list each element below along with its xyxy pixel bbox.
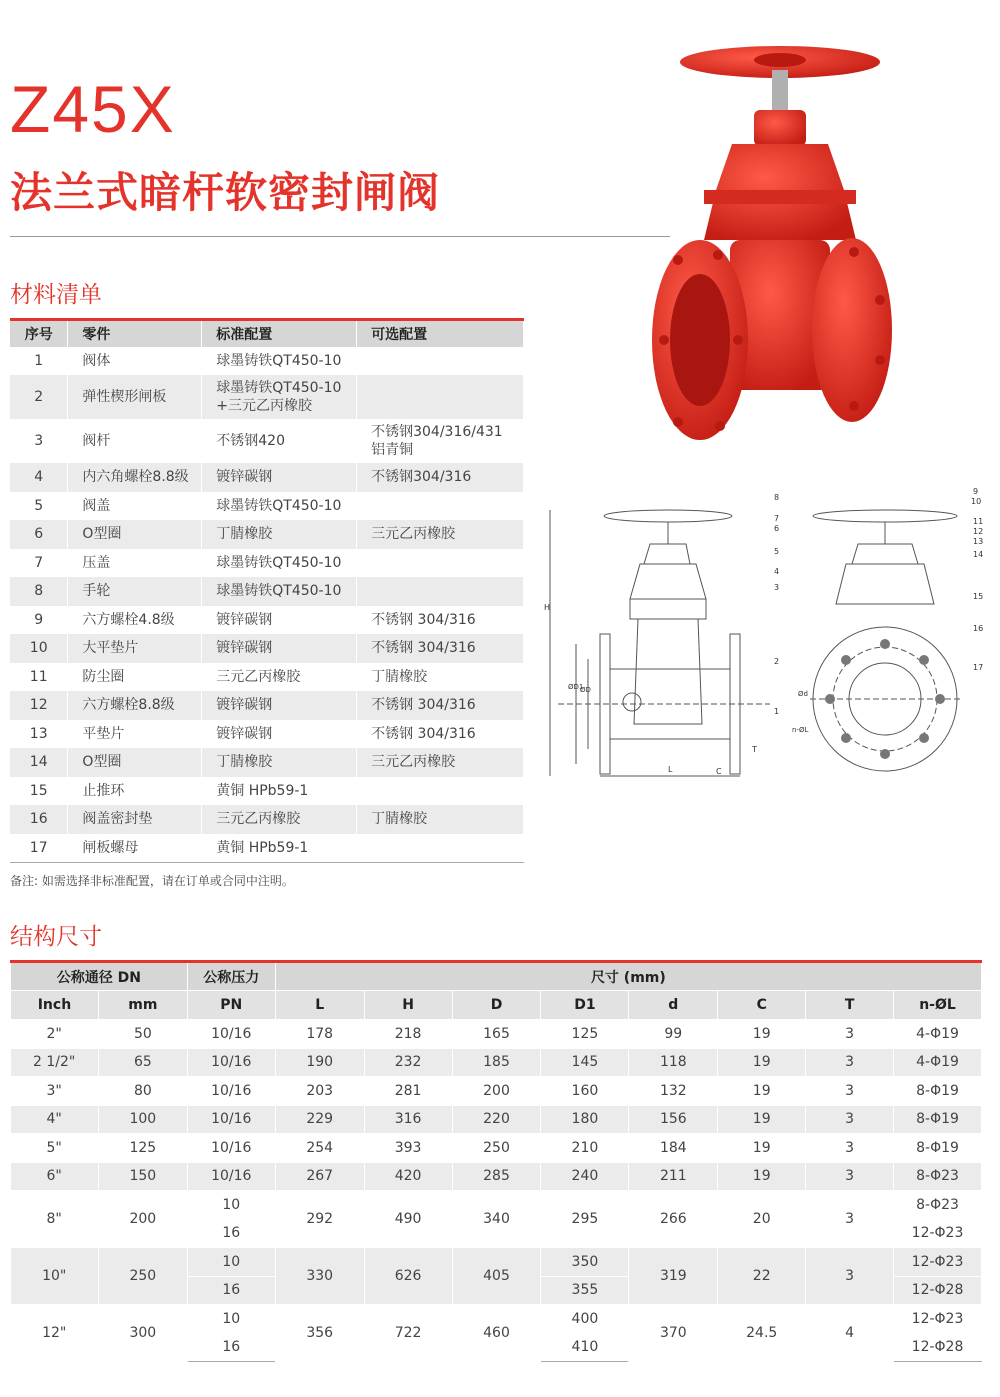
material-index: 7: [10, 549, 68, 578]
subheader-cell: PN: [187, 991, 275, 1020]
dimension-cell: 118: [629, 1048, 718, 1077]
dimension-cell: 12-Φ28: [894, 1333, 982, 1362]
dimension-cell: 132: [629, 1077, 718, 1106]
material-row: [10, 520, 524, 549]
material-row: [10, 375, 524, 419]
dimension-cell: 266: [629, 1191, 718, 1248]
gate-valve-illustration: [640, 40, 900, 460]
col-header-index: 序号: [10, 320, 68, 347]
material-row: [10, 834, 524, 863]
material-standard: 镀锌碳钢: [202, 720, 357, 749]
dimensions-title: 结构尺寸: [10, 924, 102, 950]
material-index: 17: [10, 834, 68, 863]
material-index: 11: [10, 663, 68, 692]
dimension-cell: 10/16: [187, 1134, 275, 1163]
subheader-cell: C: [718, 991, 806, 1020]
dimension-cell: 4-Φ19: [894, 1048, 982, 1077]
dimension-cell: 356: [275, 1305, 364, 1362]
material-row: [10, 805, 524, 834]
dimension-cell: 22: [718, 1248, 806, 1305]
dimension-cell: 200: [98, 1191, 187, 1248]
material-row: [10, 663, 524, 692]
dimension-cell: 229: [275, 1105, 364, 1134]
dimension-cell: 50: [98, 1020, 187, 1049]
header-dn: 公称通径 DN: [11, 962, 188, 991]
dimension-cell: 300: [98, 1305, 187, 1362]
dimension-cell: 4": [11, 1105, 99, 1134]
dimension-cell: 3: [806, 1048, 894, 1077]
material-standard: 镀锌碳钢: [202, 634, 357, 663]
subheader-cell: mm: [98, 991, 187, 1020]
material-optional: [357, 492, 524, 521]
dimension-cell: 460: [452, 1305, 541, 1362]
material-index: 4: [10, 463, 68, 492]
dimension-row: [11, 1077, 982, 1106]
product-name: 法兰式暗杆软密封闸阀: [10, 168, 441, 217]
dimension-cell: 10: [187, 1248, 275, 1277]
dimension-cell: 3: [806, 1105, 894, 1134]
dimension-cell: 125: [541, 1020, 629, 1049]
callout-10: 10: [971, 497, 982, 506]
dimension-cell: 3: [806, 1077, 894, 1106]
dimension-row: [11, 1162, 982, 1191]
material-optional: [357, 834, 524, 863]
material-part: 防尘圈: [68, 663, 202, 692]
dimension-cell: 400: [541, 1305, 629, 1334]
dimension-cell: 267: [275, 1162, 364, 1191]
dimension-cell: 150: [98, 1162, 187, 1191]
material-part: 止推环: [68, 777, 202, 806]
dimension-cell: 410: [541, 1333, 629, 1362]
dimension-row: [11, 1248, 982, 1277]
dimension-cell: 2": [11, 1020, 99, 1049]
material-standard: 镀锌碳钢: [202, 606, 357, 635]
material-row: [10, 777, 524, 806]
material-optional: 丁腈橡胶: [357, 805, 524, 834]
dimension-cell: 8-Φ23: [894, 1191, 982, 1220]
material-row: [10, 606, 524, 635]
dimension-cell: 10: [187, 1191, 275, 1220]
callout-6: 6: [774, 524, 780, 533]
dimension-cell: 19: [718, 1134, 806, 1163]
dimension-cell: 19: [718, 1105, 806, 1134]
material-part: 压盖: [68, 549, 202, 578]
subheader-cell: D1: [541, 991, 629, 1020]
material-standard: 球墨铸铁QT450-10: [202, 577, 357, 606]
dimension-row: [11, 1305, 982, 1334]
material-index: 13: [10, 720, 68, 749]
dimension-cell: 220: [452, 1105, 541, 1134]
dim-d-small: Ød: [798, 690, 808, 698]
callout-7: 7: [774, 514, 780, 523]
material-part: 阀体: [68, 347, 202, 376]
col-header-part: 零件: [68, 320, 202, 347]
dim-l: L: [668, 765, 673, 774]
dimension-cell: 12-Φ28: [894, 1276, 982, 1305]
material-part: 阀盖: [68, 492, 202, 521]
material-row: [10, 549, 524, 578]
material-row: [10, 347, 524, 376]
header-size: 尺寸 (mm): [275, 962, 981, 991]
dimension-cell: 8-Φ19: [894, 1077, 982, 1106]
material-index: 5: [10, 492, 68, 521]
dimension-cell: 19: [718, 1077, 806, 1106]
material-index: 9: [10, 606, 68, 635]
dimension-cell: 340: [452, 1191, 541, 1248]
dimension-cell: 190: [275, 1048, 364, 1077]
dimension-cell: 19: [718, 1048, 806, 1077]
material-row: [10, 634, 524, 663]
dimension-cell: 184: [629, 1134, 718, 1163]
dim-d: ØD: [580, 686, 591, 694]
dimension-cell: 211: [629, 1162, 718, 1191]
dimension-cell: 145: [541, 1048, 629, 1077]
material-standard: 球墨铸铁QT450-10: [202, 347, 357, 376]
callout-14: 14: [973, 550, 984, 559]
material-optional: 不锈钢304/316/431 铝青铜: [357, 419, 524, 463]
material-part: 六方螺栓4.8级: [68, 606, 202, 635]
material-optional: 三元乙丙橡胶: [357, 520, 524, 549]
callout-3: 3: [774, 583, 780, 592]
dimension-cell: 350: [541, 1248, 629, 1277]
material-optional: 不锈钢 304/316: [357, 720, 524, 749]
material-index: 15: [10, 777, 68, 806]
material-row: [10, 720, 524, 749]
callout-9: 9: [973, 487, 979, 496]
dimension-cell: 3: [806, 1020, 894, 1049]
dimension-cell: 355: [541, 1276, 629, 1305]
dimension-cell: 218: [364, 1020, 452, 1049]
dimension-cell: 10: [187, 1305, 275, 1334]
material-standard: 丁腈橡胶: [202, 520, 357, 549]
material-part: O型圈: [68, 748, 202, 777]
dimension-cell: 4: [806, 1305, 894, 1362]
dim-nl: n-ØL: [792, 726, 809, 734]
dimension-cell: 19: [718, 1020, 806, 1049]
dimension-cell: 65: [98, 1048, 187, 1077]
header-divider: [10, 236, 670, 237]
dimension-cell: 10/16: [187, 1077, 275, 1106]
material-row: [10, 463, 524, 492]
dimension-cell: 125: [98, 1134, 187, 1163]
callout-16: 16: [973, 624, 984, 633]
dimension-cell: 393: [364, 1134, 452, 1163]
dimension-cell: 319: [629, 1248, 718, 1305]
dimension-cell: 12": [11, 1305, 99, 1362]
materials-note: 备注: 如需选择非标准配置，请在订单或合同中注明。: [10, 874, 294, 888]
material-index: 16: [10, 805, 68, 834]
dimension-cell: 203: [275, 1077, 364, 1106]
material-optional: [357, 549, 524, 578]
dimension-row: [11, 1105, 982, 1134]
dim-h: H: [544, 603, 551, 612]
dimension-row: [11, 1191, 982, 1220]
callout-1: 1: [774, 707, 780, 716]
dimension-cell: 285: [452, 1162, 541, 1191]
subheader-cell: H: [364, 991, 452, 1020]
dimension-cell: 2 1/2": [11, 1048, 99, 1077]
dimension-cell: 490: [364, 1191, 452, 1248]
material-part: 弹性楔形闸板: [68, 375, 202, 419]
dimension-cell: 8-Φ23: [894, 1162, 982, 1191]
dimension-cell: 254: [275, 1134, 364, 1163]
subheader-cell: Inch: [11, 991, 99, 1020]
material-standard: 球墨铸铁QT450-10 +三元乙丙橡胶: [202, 375, 357, 419]
material-part: 大平垫片: [68, 634, 202, 663]
dimension-cell: 3: [806, 1134, 894, 1163]
dimension-row: [11, 1134, 982, 1163]
dimension-cell: 240: [541, 1162, 629, 1191]
material-standard: 三元乙丙橡胶: [202, 805, 357, 834]
subheader-cell: D: [452, 991, 541, 1020]
dimension-cell: 12-Φ23: [894, 1305, 982, 1334]
dimension-cell: 16: [187, 1276, 275, 1305]
material-part: 闸板螺母: [68, 834, 202, 863]
material-standard: 球墨铸铁QT450-10: [202, 492, 357, 521]
subheader-cell: d: [629, 991, 718, 1020]
material-row: [10, 577, 524, 606]
dimension-cell: 10/16: [187, 1162, 275, 1191]
callout-17: 17: [973, 663, 984, 672]
material-row: [10, 691, 524, 720]
dimension-cell: 160: [541, 1077, 629, 1106]
dimension-cell: 100: [98, 1105, 187, 1134]
dimension-cell: 99: [629, 1020, 718, 1049]
dimension-cell: 330: [275, 1248, 364, 1305]
callout-15: 15: [973, 592, 984, 601]
dimension-cell: 10": [11, 1248, 99, 1305]
material-optional: 不锈钢304/316: [357, 463, 524, 492]
dimension-cell: 16: [187, 1333, 275, 1362]
dimension-cell: 10/16: [187, 1048, 275, 1077]
dimension-cell: 165: [452, 1020, 541, 1049]
dimension-cell: 10/16: [187, 1020, 275, 1049]
dimension-cell: 420: [364, 1162, 452, 1191]
dimension-cell: 80: [98, 1077, 187, 1106]
dimension-cell: 250: [452, 1134, 541, 1163]
material-part: O型圈: [68, 520, 202, 549]
dimension-cell: 12-Φ23: [894, 1248, 982, 1277]
material-part: 阀盖密封垫: [68, 805, 202, 834]
dimension-cell: 180: [541, 1105, 629, 1134]
dimension-cell: 20: [718, 1191, 806, 1248]
material-standard: 镀锌碳钢: [202, 463, 357, 492]
dimension-cell: 232: [364, 1048, 452, 1077]
material-optional: 丁腈橡胶: [357, 663, 524, 692]
material-part: 内六角螺栓8.8级: [68, 463, 202, 492]
material-optional: [357, 347, 524, 376]
material-index: 10: [10, 634, 68, 663]
dimension-cell: 24.5: [718, 1305, 806, 1362]
dimension-cell: 4-Φ19: [894, 1020, 982, 1049]
dimension-cell: 295: [541, 1191, 629, 1248]
subheader-cell: L: [275, 991, 364, 1020]
dimension-cell: 626: [364, 1248, 452, 1305]
material-optional: [357, 375, 524, 419]
material-part: 平垫片: [68, 720, 202, 749]
material-index: 14: [10, 748, 68, 777]
dimension-cell: 3: [806, 1191, 894, 1248]
callout-5: 5: [774, 547, 780, 556]
material-optional: 不锈钢 304/316: [357, 606, 524, 635]
dim-c: C: [716, 767, 722, 776]
material-standard: 三元乙丙橡胶: [202, 663, 357, 692]
dimension-cell: 5": [11, 1134, 99, 1163]
material-standard: 黄铜 HPb59-1: [202, 834, 357, 863]
dimension-cell: 6": [11, 1162, 99, 1191]
subheader-cell: n-ØL: [894, 991, 982, 1020]
dimension-cell: 178: [275, 1020, 364, 1049]
dimension-cell: 316: [364, 1105, 452, 1134]
material-optional: 不锈钢 304/316: [357, 691, 524, 720]
materials-title: 材料清单: [10, 282, 102, 308]
callout-4: 4: [774, 567, 780, 576]
dimension-cell: 8-Φ19: [894, 1134, 982, 1163]
valve-technical-drawing: [540, 484, 990, 784]
dimension-cell: 185: [452, 1048, 541, 1077]
material-index: 3: [10, 419, 68, 463]
material-standard: 黄铜 HPb59-1: [202, 777, 357, 806]
dimension-cell: 3: [806, 1162, 894, 1191]
dimensions-table: [10, 960, 982, 1362]
dimension-cell: 3": [11, 1077, 99, 1106]
dimension-row: [11, 1048, 982, 1077]
material-index: 12: [10, 691, 68, 720]
material-standard: 镀锌碳钢: [202, 691, 357, 720]
dimension-cell: 8": [11, 1191, 99, 1248]
material-optional: [357, 777, 524, 806]
dimension-cell: 10/16: [187, 1105, 275, 1134]
material-part: 六方螺栓8.8级: [68, 691, 202, 720]
material-index: 8: [10, 577, 68, 606]
material-part: 阀杆: [68, 419, 202, 463]
dimension-cell: 722: [364, 1305, 452, 1362]
material-optional: 三元乙丙橡胶: [357, 748, 524, 777]
dimension-cell: 210: [541, 1134, 629, 1163]
material-row: [10, 492, 524, 521]
material-standard: 不锈钢420: [202, 419, 357, 463]
dim-d1: ØD1: [568, 683, 584, 691]
dimension-cell: 8-Φ19: [894, 1105, 982, 1134]
material-optional: [357, 577, 524, 606]
dimension-cell: 12-Φ23: [894, 1219, 982, 1248]
dimension-cell: 250: [98, 1248, 187, 1305]
material-standard: 球墨铸铁QT450-10: [202, 549, 357, 578]
dim-t: T: [752, 745, 757, 754]
dimension-cell: 292: [275, 1191, 364, 1248]
callout-8: 8: [774, 493, 780, 502]
dimension-cell: 19: [718, 1162, 806, 1191]
material-index: 1: [10, 347, 68, 376]
material-index: 6: [10, 520, 68, 549]
dimension-cell: 16: [187, 1219, 275, 1248]
dimension-cell: 156: [629, 1105, 718, 1134]
dimension-cell: 3: [806, 1248, 894, 1305]
dimension-cell: 200: [452, 1077, 541, 1106]
callout-2: 2: [774, 657, 780, 666]
material-row: [10, 419, 524, 463]
callout-13: 13: [973, 537, 984, 546]
material-standard: 丁腈橡胶: [202, 748, 357, 777]
material-row: [10, 748, 524, 777]
dimension-cell: 281: [364, 1077, 452, 1106]
material-optional: 不锈钢 304/316: [357, 634, 524, 663]
model-number: Z45X: [10, 72, 176, 146]
dimension-cell: 405: [452, 1248, 541, 1305]
col-header-optional: 可选配置: [357, 320, 524, 347]
header-pn-group: 公称压力: [187, 962, 275, 991]
materials-table: [10, 318, 524, 863]
callout-12: 12: [973, 527, 984, 536]
subheader-cell: T: [806, 991, 894, 1020]
callout-11: 11: [973, 517, 984, 526]
dimension-cell: 370: [629, 1305, 718, 1362]
col-header-standard: 标准配置: [202, 320, 357, 347]
material-index: 2: [10, 375, 68, 419]
material-part: 手轮: [68, 577, 202, 606]
dimension-row: [11, 1020, 982, 1049]
